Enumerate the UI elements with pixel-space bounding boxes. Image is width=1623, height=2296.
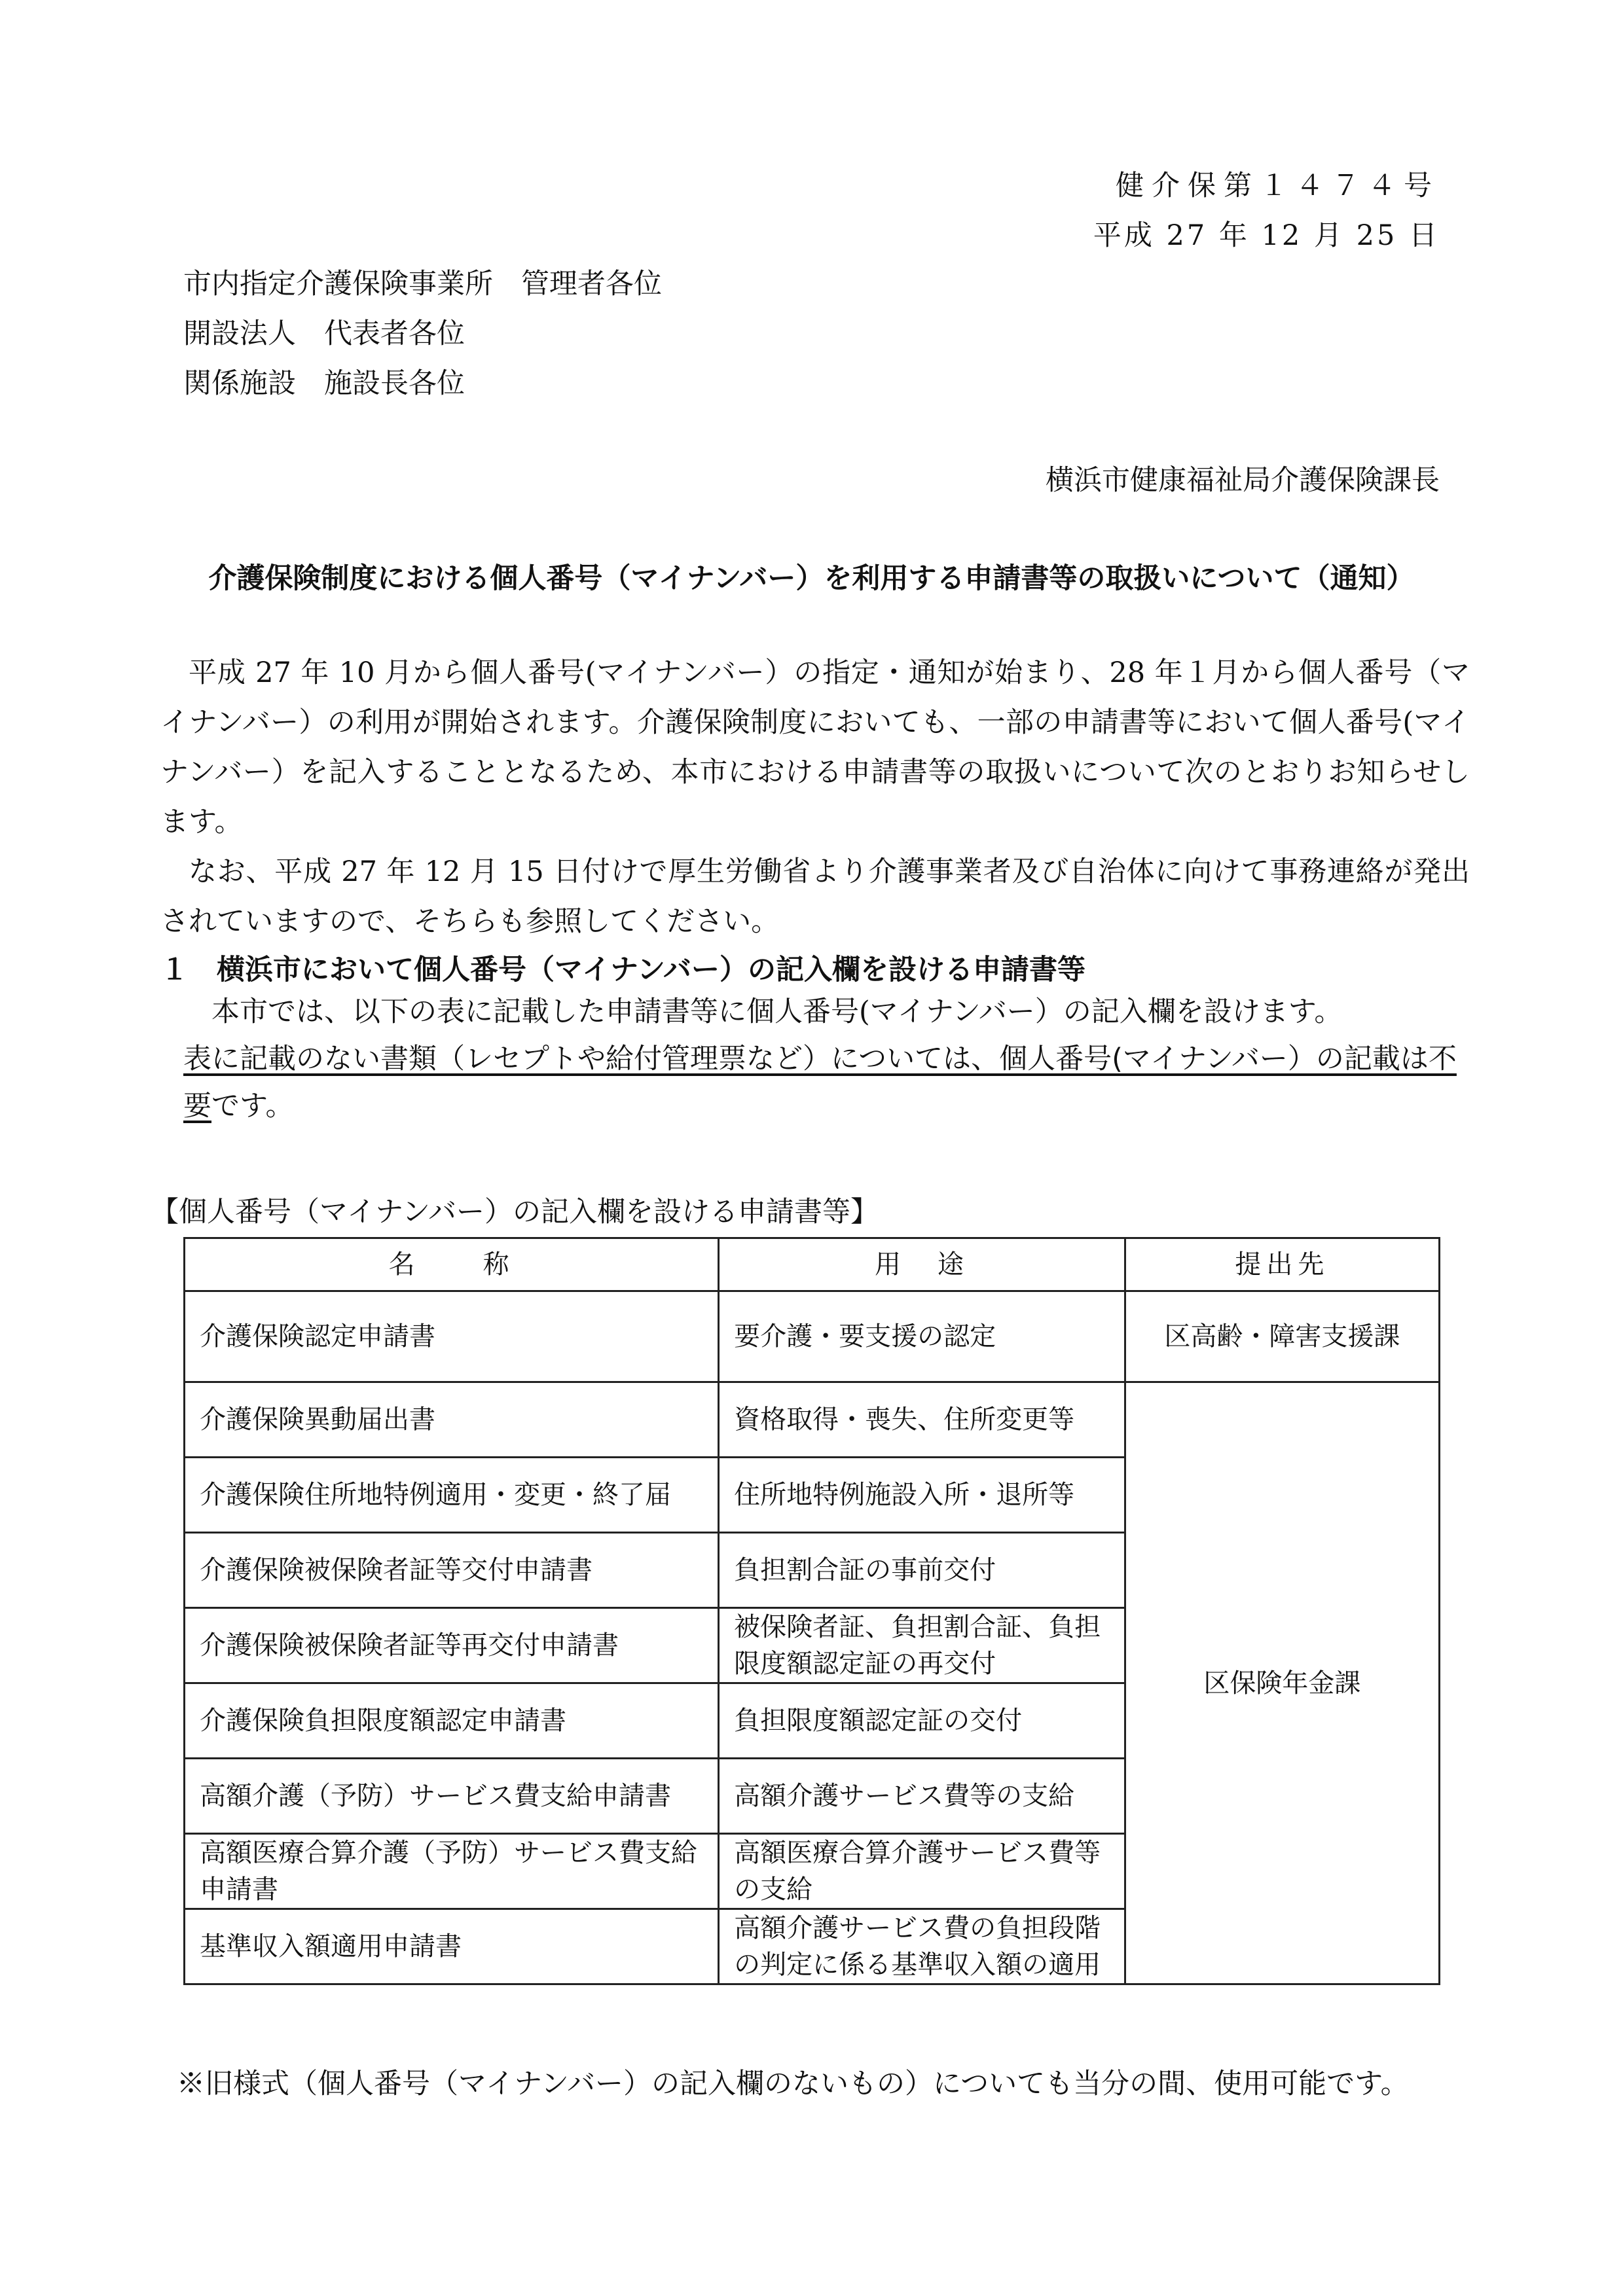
addressee-line: 市内指定介護保険事業所 管理者各位 <box>183 268 662 300</box>
header-use: 用 途 <box>719 1238 1125 1291</box>
table-header-row <box>185 1238 1440 1291</box>
cell-use: 住所地特例施設入所・退所等 <box>719 1458 1125 1533</box>
cell-use: 負担割合証の事前交付 <box>719 1533 1125 1608</box>
section-body <box>183 988 1473 1130</box>
section-note <box>183 1035 1473 1130</box>
body-text <box>160 648 1470 946</box>
table-row <box>185 1382 1440 1458</box>
cell-use: 高額介護サービス費等の支給 <box>719 1759 1125 1834</box>
emphasis-text: 表に記載のない書類（レセプトや給付管理票など）については、個人番号(マイナンバー）の記載は不要 <box>183 1043 1457 1122</box>
cell-name: 基準収入額適用申請書 <box>185 1909 719 1984</box>
table-row <box>185 1291 1440 1382</box>
cell-use: 負担限度額認定証の交付 <box>719 1683 1125 1759</box>
cell-use: 被保険者証、負担割合証、負担限度額認定証の再交付 <box>719 1608 1125 1683</box>
document-title: 介護保険制度における個人番号（マイナンバー）を利用する申請書等の取扱いについて（通知） <box>208 562 1415 595</box>
addressee-line: 開設法人 代表者各位 <box>183 317 465 350</box>
cell-name: 介護保険被保険者証等交付申請書 <box>185 1533 719 1608</box>
table-caption: 【個人番号（マイナンバー）の記入欄を設ける申請書等】 <box>151 1196 879 1229</box>
application-table <box>183 1237 1440 1985</box>
cell-name: 高額医療合算介護（予防）サービス費支給申請書 <box>185 1834 719 1909</box>
section-title: １ 横浜市において個人番号（マイナンバー）の記入欄を設ける申請書等 <box>160 954 1085 986</box>
cell-use: 要介護・要支援の認定 <box>719 1291 1125 1382</box>
cell-destination: 区高齢・障害支援課 <box>1125 1291 1439 1382</box>
cell-name: 介護保険異動届出書 <box>185 1382 719 1458</box>
cell-name: 介護保険負担限度額認定申請書 <box>185 1683 719 1759</box>
document-number: 健介保第１４７４号 <box>1116 170 1440 202</box>
cell-name: 介護保険住所地特例適用・変更・終了届 <box>185 1458 719 1533</box>
cell-use: 高額介護サービス費の負担段階の判定に係る基準収入額の適用 <box>719 1909 1125 1984</box>
emphasis-suffix: です。 <box>211 1090 294 1122</box>
cell-name: 介護保険被保険者証等再交付申請書 <box>185 1608 719 1683</box>
cell-destination-group: 区保険年金課 <box>1125 1382 1439 1984</box>
addressee-line: 関係施設 施設長各位 <box>183 367 465 400</box>
body-paragraph: なお、平成 27 年 12 月 15 日付けで厚生労働省より介護事業者及び自治体に向けて事務連絡が発出されていますので、そちらも参照してください。 <box>160 855 1470 938</box>
header-name: 名 称 <box>185 1238 719 1291</box>
header-destination: 提出先 <box>1125 1238 1439 1291</box>
document-date: 平成 27 年 12 月 25 日 <box>1093 219 1440 252</box>
body-paragraph: 平成 27 年 10 月から個人番号(マイナンバー）の指定・通知が始まり、28 年１月から個人番号（マイナンバー）の利用が開始されます。介護保険制度においても、一部の申請書等において個人番号(マイナンバー）を記入することとなるため、本市における申請書等の取扱いについて次のとおりお知らせします。 <box>160 656 1470 838</box>
cell-name: 介護保険認定申請書 <box>185 1291 719 1382</box>
cell-name: 高額介護（予防）サービス費支給申請書 <box>185 1759 719 1834</box>
sender: 横浜市健康福祉局介護保険課長 <box>1046 464 1440 497</box>
section-text: 本市では、以下の表に記載した申請書等に個人番号(マイナンバー）の記入欄を設けます。 <box>211 996 1343 1028</box>
cell-use: 高額医療合算介護サービス費等の支給 <box>719 1834 1125 1909</box>
cell-use: 資格取得・喪失、住所変更等 <box>719 1382 1125 1458</box>
table-note: ※旧様式（個人番号（マイナンバー）の記入欄のないもの）についても当分の間、使用可能です。 <box>177 2068 1409 2100</box>
